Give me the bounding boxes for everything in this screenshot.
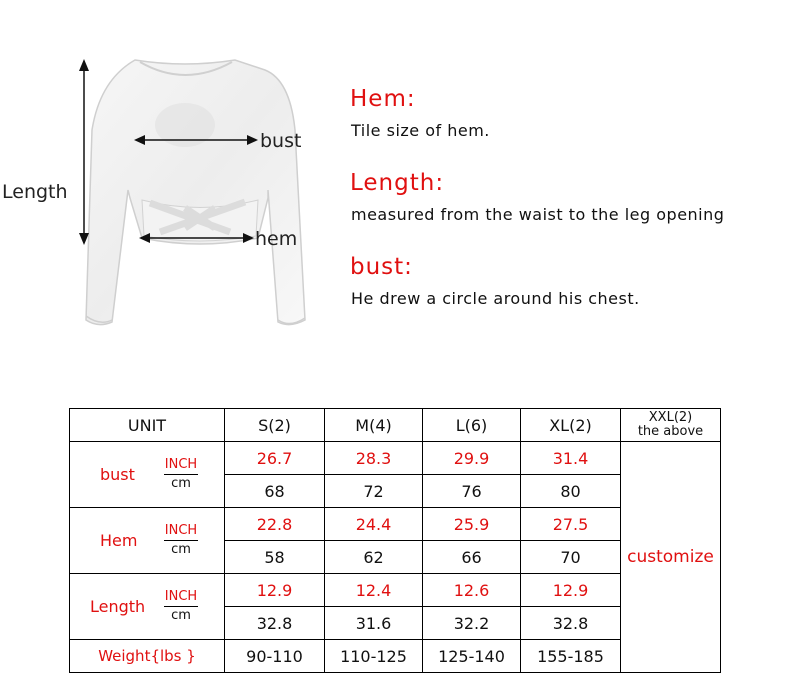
size-header-xxl-line2: the above: [637, 424, 704, 439]
length-row-label-cell: [70, 574, 225, 640]
table-cell: 72: [325, 475, 423, 508]
table-cell: 90-110: [225, 640, 325, 673]
garment-diagram: [0, 40, 340, 340]
unit-indicator: [164, 523, 198, 558]
bust-row-label: bust: [100, 465, 135, 484]
hem-row-label-cell: [70, 508, 225, 574]
unit-header: UNIT: [70, 409, 225, 442]
table-cell: 31.4: [521, 442, 621, 475]
hem-definition-title: Hem:: [350, 86, 416, 112]
table-cell: 70: [521, 541, 621, 574]
weight-row-label: Weight{lbs }: [70, 640, 225, 673]
table-cell: 29.9: [423, 442, 521, 475]
bust-definition-text: He drew a circle around his chest.: [351, 289, 640, 308]
customize-cell: customize: [621, 442, 721, 673]
table-cell: 32.2: [423, 607, 521, 640]
length-definition-title: Length:: [350, 170, 445, 196]
size-header-l: L(6): [423, 409, 521, 442]
table-cell: 22.8: [225, 508, 325, 541]
table-cell: 32.8: [225, 607, 325, 640]
table-cell: 12.4: [325, 574, 423, 607]
unit-divider: [164, 474, 198, 475]
length-definition-text: measured from the waist to the leg opening: [351, 205, 725, 224]
table-header-row: [70, 409, 721, 442]
bust-label: bust: [260, 130, 302, 152]
length-row-label: Length: [90, 597, 146, 616]
table-cell: 26.7: [225, 442, 325, 475]
table-row: [70, 442, 721, 475]
unit-divider: [164, 606, 198, 607]
table-cell: 25.9: [423, 508, 521, 541]
table-cell: 12.9: [225, 574, 325, 607]
unit-indicator: [164, 589, 198, 624]
unit-inch: INCH: [164, 589, 198, 604]
unit-cm: cm: [171, 542, 191, 557]
unit-cm: cm: [171, 476, 191, 491]
size-header-xl: XL(2): [521, 409, 621, 442]
bust-row-label-cell: [70, 442, 225, 508]
table-cell: 58: [225, 541, 325, 574]
hem-row-label: Hem: [100, 531, 138, 550]
table-cell: 80: [521, 475, 621, 508]
size-chart-table: [69, 408, 721, 673]
table-cell: 12.9: [521, 574, 621, 607]
unit-cm: cm: [171, 608, 191, 623]
unit-divider: [164, 540, 198, 541]
table-cell: 110-125: [325, 640, 423, 673]
table-cell: 68: [225, 475, 325, 508]
unit-inch: INCH: [164, 523, 198, 538]
table-cell: 76: [423, 475, 521, 508]
table-cell: 31.6: [325, 607, 423, 640]
bust-definition-title: bust:: [350, 254, 413, 280]
size-header-s: S(2): [225, 409, 325, 442]
table-cell: 24.4: [325, 508, 423, 541]
unit-inch: INCH: [164, 457, 198, 472]
table-cell: 62: [325, 541, 423, 574]
size-header-xxl-line1: XXL(2): [648, 410, 693, 425]
table-cell: 12.6: [423, 574, 521, 607]
table-cell: 28.3: [325, 442, 423, 475]
hem-definition-text: Tile size of hem.: [351, 121, 490, 140]
table-cell: 155-185: [521, 640, 621, 673]
size-header-m: M(4): [325, 409, 423, 442]
hem-label: hem: [255, 228, 298, 250]
table-cell: 125-140: [423, 640, 521, 673]
size-header-xxl: [621, 409, 721, 442]
table-cell: 27.5: [521, 508, 621, 541]
table-cell: 32.8: [521, 607, 621, 640]
length-label: Length: [2, 181, 68, 203]
table-cell: 66: [423, 541, 521, 574]
unit-indicator: [164, 457, 198, 492]
